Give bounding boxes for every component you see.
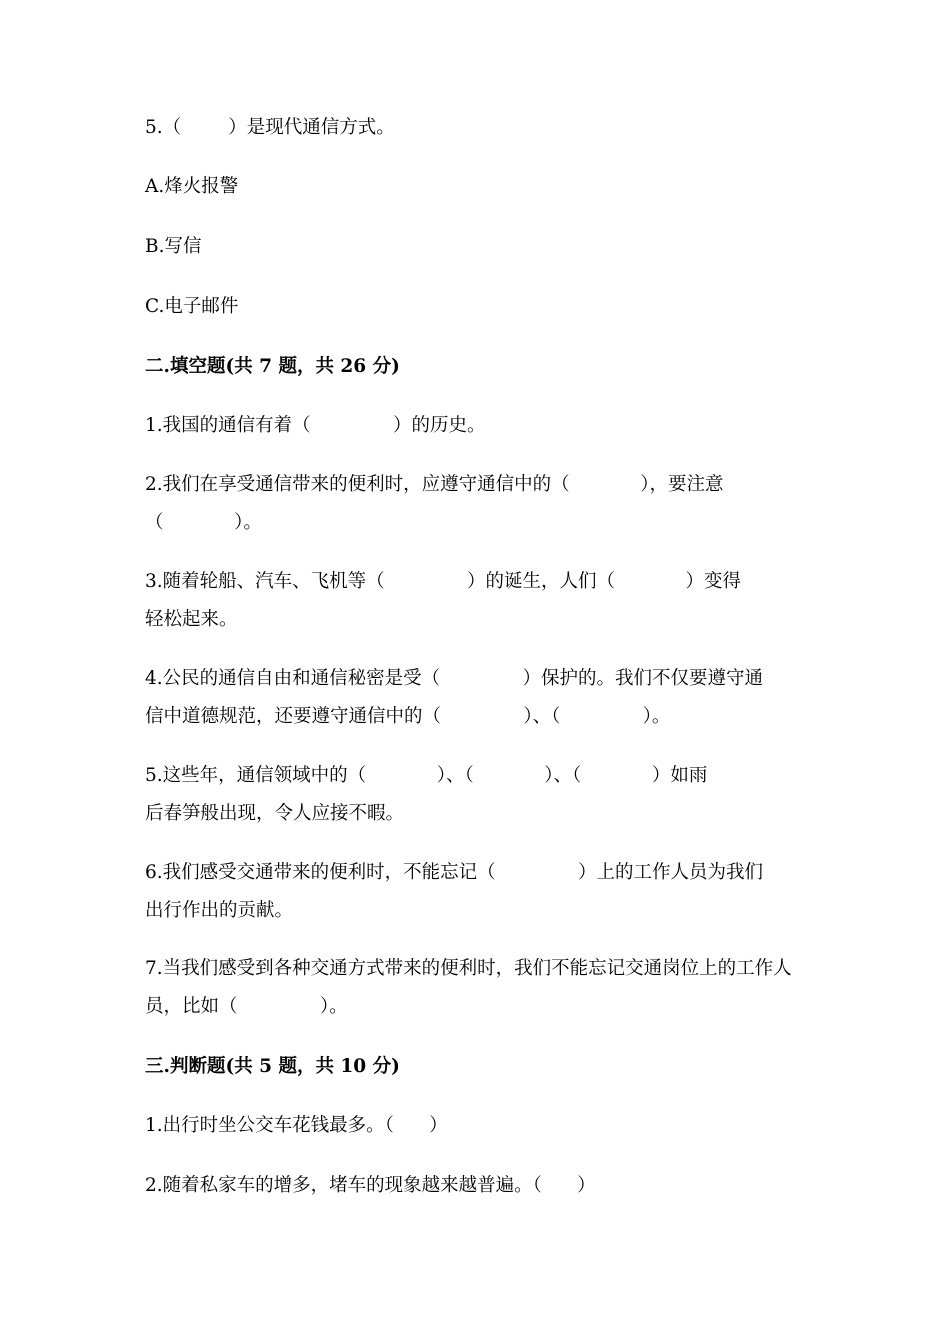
- judge-question-1: 1.出行时坐公交车花钱最多。（ ）: [145, 1115, 448, 1136]
- fill-question-4-line2: 信中道德规范，还要遵守通信中的（ ）、（ ）。: [145, 706, 671, 727]
- fill-question-3-line2: 轻松起来。: [145, 609, 238, 630]
- fill-question-7-line1: 7.当我们感受到各种交通方式带来的便利时，我们不能忘记交通岗位上的工作人: [145, 958, 792, 979]
- fill-question-7-line2: 员，比如（ ）。: [145, 996, 348, 1017]
- fill-question-4-line1: 4.公民的通信自由和通信秘密是受（ ）保护的。我们不仅要遵守通: [145, 668, 763, 689]
- fill-question-6-line2: 出行作出的贡献。: [145, 900, 294, 921]
- fill-question-2-line1: 2.我们在享受通信带来的便利时，应遵守通信中的（ ），要注意: [145, 474, 724, 495]
- fill-question-6-line1: 6.我们感受交通带来的便利时，不能忘记（ ）上的工作人员为我们: [145, 862, 763, 883]
- fill-question-5-line1: 5.这些年，通信领域中的（ ）、（ ）、（ ）如雨: [145, 765, 708, 786]
- section-heading-fill: 二.填空题(共 7 题，共 26 分): [145, 356, 400, 377]
- fill-question-1: 1.我国的通信有着（ ）的历史。: [145, 415, 486, 436]
- option-b: B.写信: [145, 236, 202, 257]
- fill-question-2-line2: （ ）。: [145, 512, 262, 533]
- judge-question-2: 2.随着私家车的增多，堵车的现象越来越普遍。（ ）: [145, 1175, 596, 1196]
- fill-question-3-line1: 3.随着轮船、汽车、飞机等（ ）的诞生，人们（ ）变得: [145, 571, 742, 592]
- fill-question-5-line2: 后春笋般出现，令人应接不暇。: [145, 803, 405, 824]
- option-a: A.烽火报警: [145, 176, 239, 197]
- section-heading-judge: 三.判断题(共 5 题，共 10 分): [145, 1056, 400, 1077]
- option-c: C.电子邮件: [145, 296, 239, 317]
- question-5-stem: 5.（ ）是现代通信方式。: [145, 117, 395, 138]
